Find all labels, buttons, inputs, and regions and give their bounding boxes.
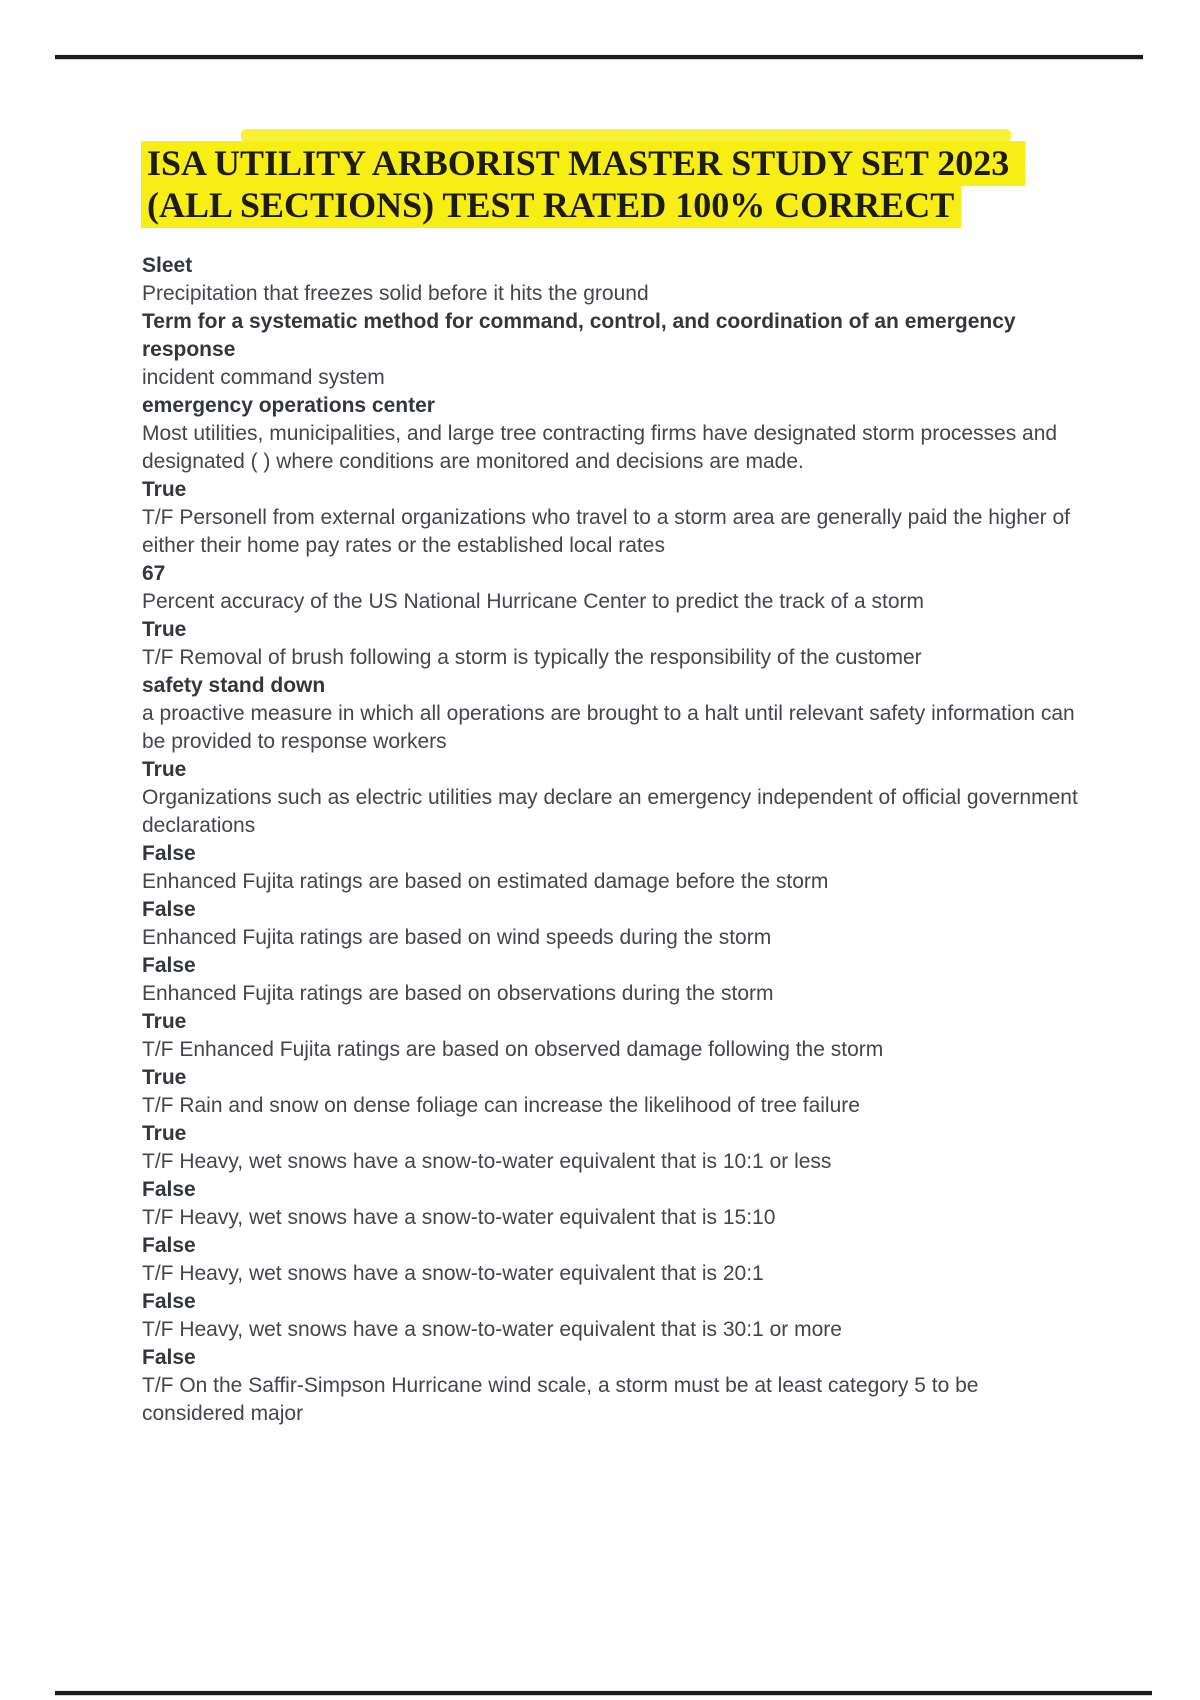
qa-term: True xyxy=(142,618,187,641)
qa-definition: Percent accuracy of the US National Hurricane Center to predict the track of a storm xyxy=(142,590,925,613)
qa-term: True xyxy=(142,478,187,501)
qa-term: False xyxy=(142,1178,196,1201)
highlight-smear xyxy=(241,129,1011,142)
title-line-1 xyxy=(141,141,1025,183)
qa-definition: T/F Removal of brush following a storm is typically the responsibility of the customer xyxy=(142,646,922,669)
qa-definition: T/F Personell from external organizations who travel to a storm area are generally paid the higher of either their home pay rates or the established local rates xyxy=(142,506,1070,557)
qa-definition: Enhanced Fujita ratings are based on wind speeds during the storm xyxy=(142,926,772,949)
qa-term: False xyxy=(142,1234,196,1257)
qa-definition: Precipitation that freezes solid before it hits the ground xyxy=(142,282,649,305)
qa-list xyxy=(142,252,1080,1428)
qa-term: Term for a systematic method for command, control, and coordination of an emergency response xyxy=(142,310,1016,361)
title-line-2-text: (ALL SECTIONS) TEST RATED 100% CORRECT xyxy=(141,183,961,228)
qa-definition: T/F Enhanced Fujita ratings are based on observed damage following the storm xyxy=(142,1038,884,1061)
qa-term: Sleet xyxy=(142,254,193,277)
qa-term: True xyxy=(142,1066,187,1089)
qa-definition: Most utilities, municipalities, and large tree contracting firms have designated storm processes and designated ( ) where conditions are monitored and decisions are made. xyxy=(142,422,1058,473)
qa-term: False xyxy=(142,954,196,977)
qa-definition: a proactive measure in which all operations are brought to a halt until relevant safety information can be provided to response workers xyxy=(142,702,1075,753)
title-line-2 xyxy=(141,183,1025,225)
title-line-1-text: ISA UTILITY ARBORIST MASTER STUDY SET 2023 xyxy=(141,141,1025,186)
top-rule xyxy=(55,55,1143,59)
qa-definition: Enhanced Fujita ratings are based on estimated damage before the storm xyxy=(142,870,829,893)
qa-term: True xyxy=(142,1010,187,1033)
qa-term: False xyxy=(142,1346,196,1369)
qa-term: False xyxy=(142,842,196,865)
qa-term: False xyxy=(142,1290,196,1313)
qa-definition: Organizations such as electric utilities may declare an emergency independent of official government declarations xyxy=(142,786,1078,837)
qa-term: 67 xyxy=(142,562,166,585)
qa-definition: T/F Heavy, wet snows have a snow-to-water equivalent that is 10:1 or less xyxy=(142,1150,832,1173)
qa-definition: T/F Rain and snow on dense foliage can increase the likelihood of tree failure xyxy=(142,1094,860,1117)
qa-definition: incident command system xyxy=(142,366,385,389)
qa-term: False xyxy=(142,898,196,921)
bottom-rule xyxy=(55,1691,1152,1695)
qa-definition: T/F Heavy, wet snows have a snow-to-water equivalent that is 20:1 xyxy=(142,1262,764,1285)
qa-term: emergency operations center xyxy=(142,394,435,417)
qa-definition: T/F Heavy, wet snows have a snow-to-water equivalent that is 30:1 or more xyxy=(142,1318,842,1341)
page-title xyxy=(141,141,1025,225)
qa-definition: Enhanced Fujita ratings are based on observations during the storm xyxy=(142,982,774,1005)
qa-term: True xyxy=(142,1122,187,1145)
qa-definition: T/F On the Saffir-Simpson Hurricane wind scale, a storm must be at least category 5 to be considered major xyxy=(142,1374,979,1425)
qa-term: safety stand down xyxy=(142,674,326,697)
qa-definition: T/F Heavy, wet snows have a snow-to-water equivalent that is 15:10 xyxy=(142,1206,776,1229)
qa-term: True xyxy=(142,758,187,781)
